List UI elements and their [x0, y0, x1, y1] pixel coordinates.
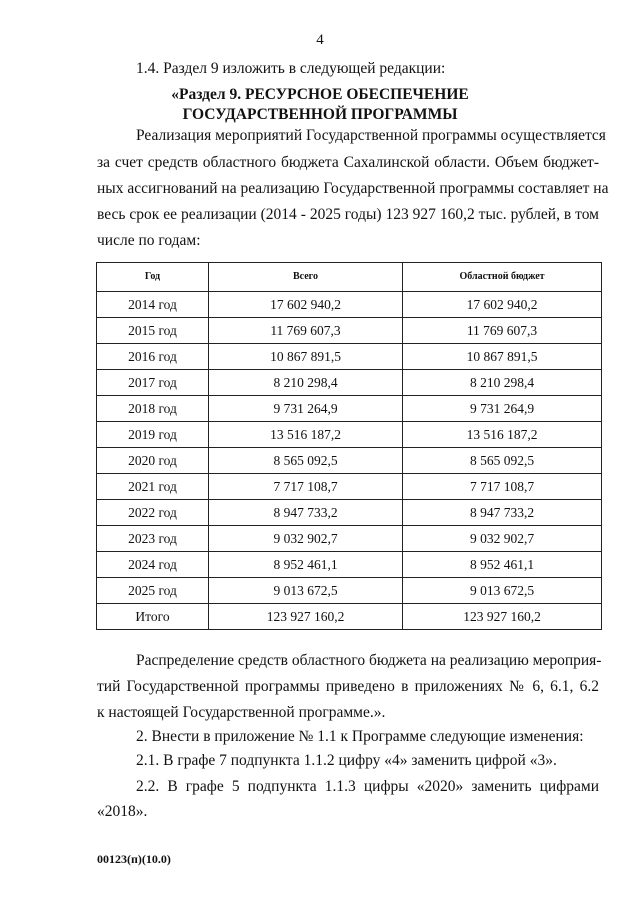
paragraph-line: весь срок ее реализации (2014 - 2025 годы) 123 927 160,2 тыс. рублей, в том [97, 206, 599, 223]
cell-regional-budget: 8 947 733,2 [403, 500, 602, 526]
cell-year: 2018 год [97, 396, 209, 422]
item-2: 2. Внести в приложение № 1.1 к Программе следующие изменения: [136, 728, 584, 745]
cell-regional-budget: 9 032 902,7 [403, 526, 602, 552]
section-heading-line-2: ГОСУДАРСТВЕННОЙ ПРОГРАММЫ [182, 106, 458, 123]
cell-year: 2023 год [97, 526, 209, 552]
cell-regional-budget: 7 717 108,7 [403, 474, 602, 500]
document-code: 00123(п)(10.0) [97, 852, 171, 866]
cell-year: 2024 год [97, 552, 209, 578]
budget-table [96, 262, 602, 630]
cell-year: 2016 год [97, 344, 209, 370]
cell-year: 2025 год [97, 578, 209, 604]
header-total: Всего [209, 263, 403, 292]
cell-regional-budget: 17 602 940,2 [403, 292, 602, 318]
section-heading-line-1: «Раздел 9. РЕСУРСНОЕ ОБЕСПЕЧЕНИЕ [171, 86, 469, 103]
cell-regional-budget: 8 565 092,5 [403, 448, 602, 474]
cell-total: 8 952 461,1 [209, 552, 403, 578]
table-row [97, 344, 602, 370]
table-row [97, 370, 602, 396]
cell-year: 2014 год [97, 292, 209, 318]
cell-regional-budget: 8 210 298,4 [403, 370, 602, 396]
intro-line: 1.4. Раздел 9 изложить в следующей редакции: [136, 60, 446, 77]
paragraph-line: к настоящей Государственной программе.». [97, 704, 386, 721]
table-row [97, 604, 602, 630]
table-row [97, 552, 602, 578]
table-row [97, 500, 602, 526]
cell-year: Итого [97, 604, 209, 630]
cell-year: 2021 год [97, 474, 209, 500]
cell-regional-budget: 123 927 160,2 [403, 604, 602, 630]
table-row [97, 578, 602, 604]
cell-total: 8 210 298,4 [209, 370, 403, 396]
header-regional-budget: Областной бюджет [403, 263, 602, 292]
paragraph-line: за счет средств областного бюджета Сахалинской области. Объем бюджет- [97, 154, 599, 171]
cell-regional-budget: 10 867 891,5 [403, 344, 602, 370]
paragraph-line: тий Государственной программы приведено в приложениях № 6, 6.1, 6.2 [97, 678, 599, 695]
paragraph-line: ных ассигнований на реализацию Государственной программы составляет на [97, 180, 609, 197]
cell-total: 11 769 607,3 [209, 318, 403, 344]
table-row [97, 448, 602, 474]
item-2-2-continued: «2018». [97, 803, 148, 820]
table-body [97, 292, 602, 630]
cell-regional-budget: 9 013 672,5 [403, 578, 602, 604]
item-2-1: 2.1. В графе 7 подпункта 1.1.2 цифру «4» заменить цифрой «3». [136, 752, 557, 769]
table-row [97, 396, 602, 422]
paragraph-line: числе по годам: [97, 232, 201, 249]
table-row [97, 292, 602, 318]
cell-total: 7 717 108,7 [209, 474, 403, 500]
cell-year: 2022 год [97, 500, 209, 526]
cell-total: 123 927 160,2 [209, 604, 403, 630]
cell-year: 2017 год [97, 370, 209, 396]
page-number: 4 [316, 32, 324, 48]
cell-total: 13 516 187,2 [209, 422, 403, 448]
table-row [97, 318, 602, 344]
cell-regional-budget: 13 516 187,2 [403, 422, 602, 448]
table-header-row [97, 263, 602, 292]
cell-total: 9 731 264,9 [209, 396, 403, 422]
table-row [97, 526, 602, 552]
cell-regional-budget: 9 731 264,9 [403, 396, 602, 422]
cell-total: 9 032 902,7 [209, 526, 403, 552]
cell-regional-budget: 8 952 461,1 [403, 552, 602, 578]
paragraph-line: Распределение средств областного бюджета на реализацию мероприя- [136, 652, 602, 669]
header-year: Год [97, 263, 209, 292]
item-2-2: 2.2. В графе 5 подпункта 1.1.3 цифры «2020» заменить цифрами [136, 778, 599, 795]
paragraph-line: Реализация мероприятий Государственной программы осуществляется [136, 127, 606, 144]
table-row [97, 422, 602, 448]
cell-total: 10 867 891,5 [209, 344, 403, 370]
cell-year: 2020 год [97, 448, 209, 474]
cell-total: 8 947 733,2 [209, 500, 403, 526]
cell-year: 2019 год [97, 422, 209, 448]
table-row [97, 474, 602, 500]
cell-regional-budget: 11 769 607,3 [403, 318, 602, 344]
cell-total: 8 565 092,5 [209, 448, 403, 474]
cell-total: 17 602 940,2 [209, 292, 403, 318]
cell-year: 2015 год [97, 318, 209, 344]
cell-total: 9 013 672,5 [209, 578, 403, 604]
